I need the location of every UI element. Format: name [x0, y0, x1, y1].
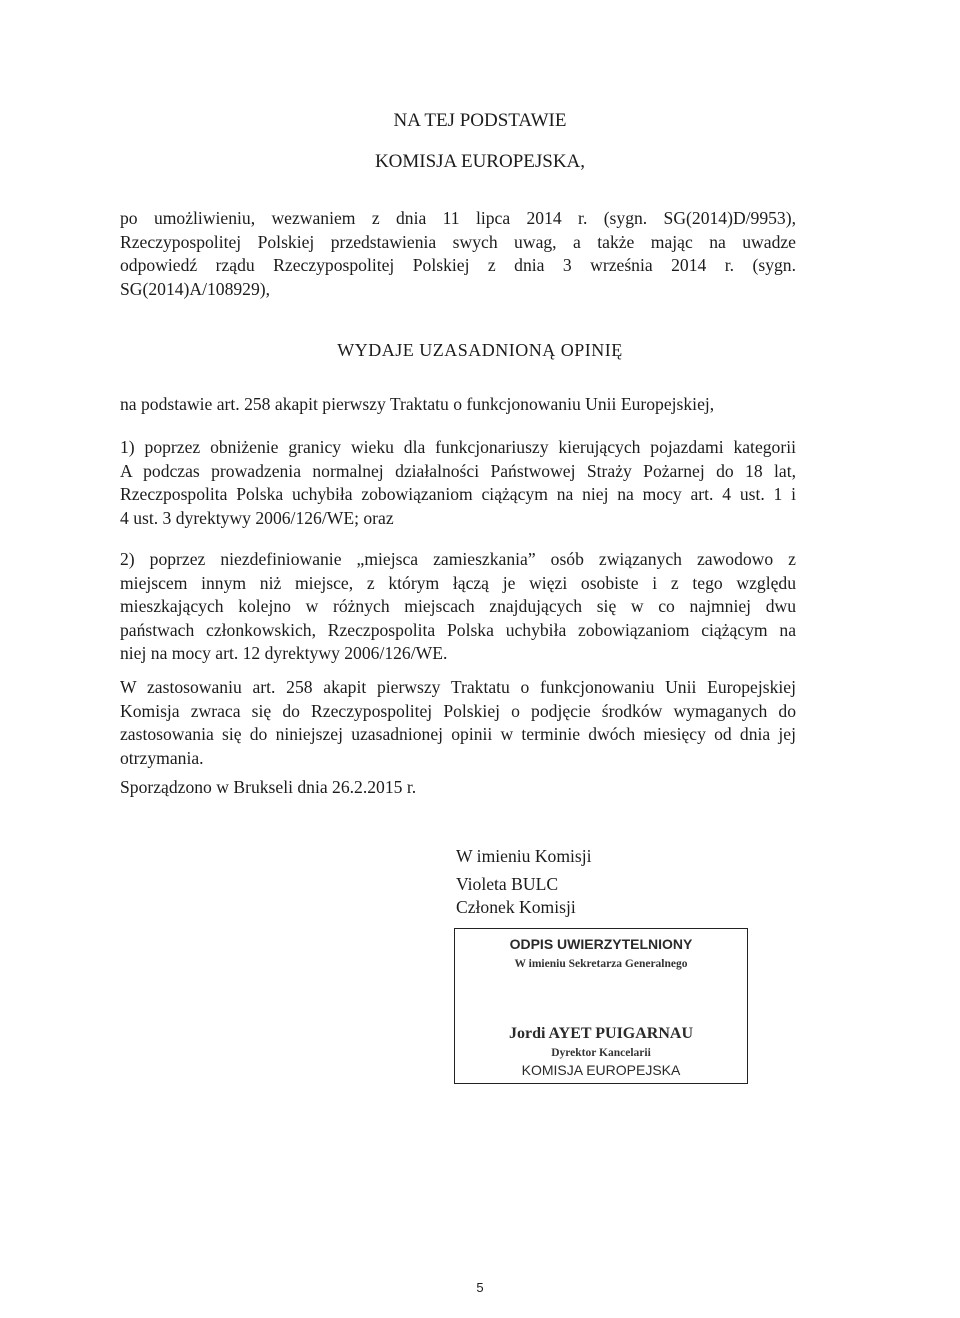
point-1-line: Rzeczpospolita Polska uchybiła zobowiązaniom ciążącym na niej na mocy art. 4 ust. 1 i: [120, 484, 796, 504]
place-date: [120, 776, 796, 800]
basis-paragraph: [120, 393, 796, 417]
point-2-line: państwach członkowskich, Rzeczpospolita Polska uchybiła zobowiązaniom ciążącym na: [120, 619, 796, 640]
signature-name: Violeta BULC: [456, 873, 559, 894]
signature-role: Członek Komisji: [456, 897, 576, 917]
point-2-line: niej na mocy art. 12 dyrektywy 2006/126/WE.: [120, 643, 448, 663]
application-line: W zastosowaniu art. 258 akapit pierwszy Traktatu o funkcjonowaniu Unii Europejskiej: [120, 677, 796, 697]
stamp-name: Jordi AYET PUIGARNAU: [508, 1025, 694, 1042]
point-1-line: 4 ust. 3 dyrektywy 2006/126/WE; oraz: [120, 507, 394, 528]
intro-line: po umożliwieniu, wezwaniem z dnia 11 lipca 2014 r. (sygn. SG(2014)D/9953),: [120, 208, 796, 228]
stamp-role: Dyrektor Kancelarii: [551, 1047, 651, 1059]
signature-on-behalf: W imieniu Komisji: [456, 846, 592, 866]
header-line-2: KOMISJA EUROPEJSKA,: [374, 151, 586, 172]
page-number: 5: [476, 1280, 484, 1295]
signature-block: [456, 845, 592, 920]
certified-copy-stamp: [454, 928, 748, 1084]
header-line-1: NA TEJ PODSTAWIE: [393, 110, 567, 131]
application-paragraph: [120, 676, 796, 770]
point-2-paragraph: [120, 548, 796, 666]
point-2-line: mieszkających kolejno w różnych miejscach znajdujących się w co najmniej dwu: [120, 596, 796, 616]
stamp-title: ODPIS UWIERZYTELNIONY: [509, 936, 693, 952]
point-1-line: A podczas prowadzenia normalnej działalności Państwowej Straży Pożarnej do 18 lat,: [120, 460, 796, 481]
point-1-paragraph: [120, 436, 796, 530]
application-line: otrzymania.: [120, 747, 204, 768]
intro-line: Rzeczypospolitej Polskiej przedstawienia swych uwag, a także mając na uwadze: [120, 231, 796, 252]
application-line: zastosowania się do niniejszej uzasadnionej opinii w terminie dwóch miesięcy od dnia jej: [120, 724, 796, 744]
opinion-heading: WYDAJE UZASADNIONĄ OPINIĘ: [337, 340, 623, 360]
stamp-institution: KOMISJA EUROPEJSKA: [521, 1062, 681, 1078]
intro-line: SG(2014)A/108929),: [120, 278, 271, 299]
intro-paragraph: [120, 207, 796, 301]
basis-line: na podstawie art. 258 akapit pierwszy Traktatu o funkcjonowaniu Unii Europejskiej,: [120, 394, 715, 414]
point-2-line: miejscem innym niż miejsce, z którym łączą je więzi osobiste i z tego względu: [120, 572, 796, 593]
point-2-line: 2) poprzez niezdefiniowanie „miejsca zamieszkania” osób związanych zawodowo z: [120, 549, 796, 569]
stamp-subtitle: W imieniu Sekretarza Generalnego: [514, 958, 688, 970]
application-line: Komisja zwraca się do Rzeczypospolitej Polskiej o podjęcie środków wymaganych do: [120, 700, 796, 721]
point-1-line: 1) poprzez obniżenie granicy wieku dla funkcjonariuszy kierujących pojazdami kategorii: [120, 437, 796, 457]
intro-line: odpowiedź rządu Rzeczypospolitej Polskiej z dnia 3 września 2014 r. (sygn.: [120, 255, 796, 275]
place-date-text: Sporządzono w Brukseli dnia 26.2.2015 r.: [120, 777, 417, 797]
